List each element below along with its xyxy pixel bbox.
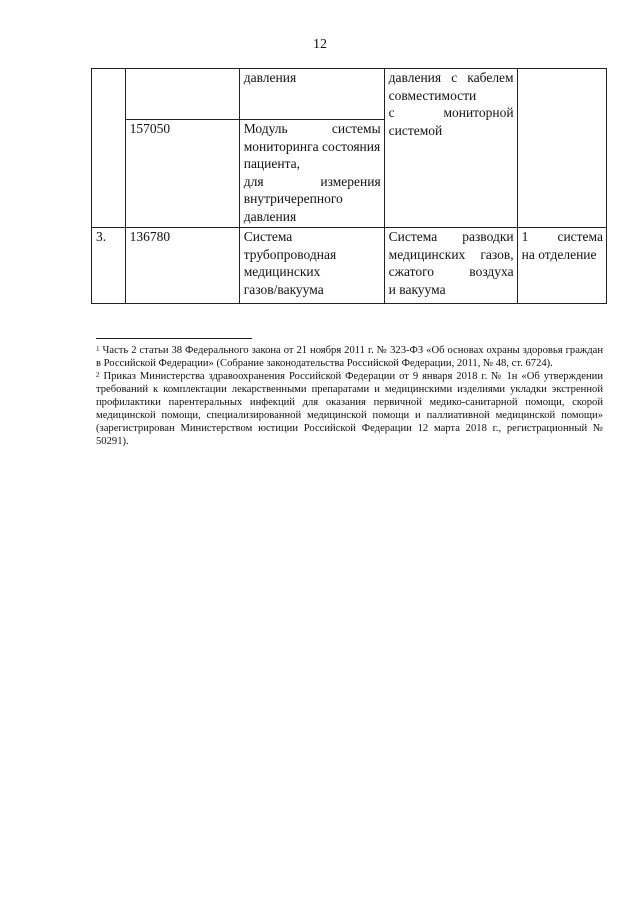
table-cell-description — [384, 69, 517, 228]
table-row — [92, 69, 607, 120]
name-line: газов/вакуума — [243, 281, 324, 297]
footnote-mark: 1 — [96, 345, 100, 353]
footnote-text: Приказ Министерства здравоохранения Российской Федерации от 9 января 2018 г. № 1н «Об утверждении требований к комплектации лекарственными препаратами и медицинскими изделиями укладки экстренной профилактики парентеральных инфекций для оказания первичной медико-санитарной помощи, скорой медицинской помощи, специализированной медицинской помощи и паллиативной медицинской помощи» (зарегистрирован Министерством юстиции Российской Федерации 12 марта 2018 г., регистрационный № 50291). — [96, 371, 603, 447]
table-cell-code — [125, 69, 239, 120]
equipment-table — [91, 68, 607, 304]
name-line: мониторинга состояния — [243, 138, 381, 154]
table-cell-quantity — [517, 69, 606, 228]
name-line: давления — [243, 70, 297, 85]
name-line: Модуль системы — [243, 121, 381, 136]
table-cell-code: 136780 — [125, 228, 239, 304]
desc-line: и вакуума — [388, 281, 446, 297]
desc-line: системой — [388, 122, 443, 138]
footnote-text: Часть 2 статьи 38 Федерального закона от 21 ноября 2011 г. № 323-ФЗ «Об основах охраны здоровья граждан в Российской Федерации» (Собрание законодательства Российской Федерации, 2011, № 48, ст. 6724). — [96, 345, 604, 369]
name-line: давления — [243, 208, 297, 224]
name-line: пациента, — [243, 156, 301, 171]
name-line: Система — [243, 229, 293, 244]
page-number: 12 — [313, 37, 327, 52]
footnote — [96, 344, 603, 370]
table-cell-name — [239, 120, 384, 228]
table-cell-name — [239, 69, 384, 120]
qty-line: 1 система — [521, 229, 603, 244]
footnote-separator — [96, 338, 252, 339]
desc-line: Система разводки — [388, 229, 514, 244]
footnotes — [96, 344, 603, 448]
table-cell-code: 157050 — [125, 120, 239, 228]
desc-line: совместимости — [388, 87, 477, 103]
qty-line: на отделение — [521, 246, 597, 262]
name-line: внутричерепного — [243, 191, 343, 206]
desc-line: давления с кабелем — [388, 70, 514, 85]
desc-line: с мониторной — [388, 105, 514, 120]
name-line: трубопроводная — [243, 246, 337, 262]
desc-line: медицинских газов, — [388, 246, 514, 262]
name-line: для измерения — [243, 173, 381, 189]
table-cell-number — [92, 69, 126, 228]
table-cell-quantity — [517, 228, 606, 304]
footnote-mark: 2 — [96, 371, 100, 379]
table-row — [92, 228, 607, 304]
footnote — [96, 370, 603, 448]
table-cell-description — [384, 228, 517, 304]
desc-line: сжатого воздуха — [388, 264, 514, 279]
table-cell-name — [239, 228, 384, 304]
table-cell-number: 3. — [92, 228, 126, 304]
name-line: медицинских — [243, 264, 321, 279]
